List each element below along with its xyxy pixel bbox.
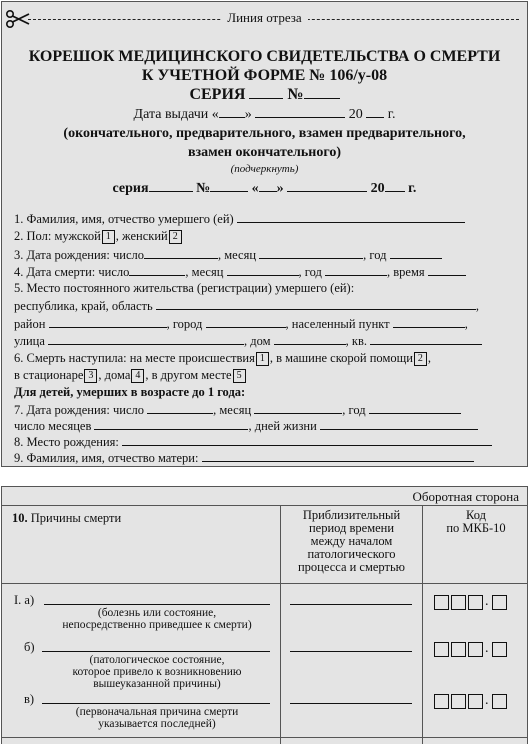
field-2-label: 2. Пол: мужской — [14, 229, 101, 243]
cause-row-c-label: в) — [24, 692, 35, 706]
underline-note: (подчеркнуть) — [230, 163, 299, 175]
cert-series-field[interactable] — [149, 180, 193, 192]
icd-code-header: Код по МКБ-10 — [446, 508, 506, 535]
issue-date-line: Дата выдачи « » 20 г. — [133, 107, 396, 122]
cut-line-label: Линия отреза — [221, 10, 307, 25]
field-3-row: 3. Дата рождения: число , месяц , год — [14, 247, 519, 263]
number-label: № — [287, 86, 304, 103]
certificate-series-row: серия № « » 20 г. — [112, 181, 417, 196]
field-8-row: 8. Место рождения: — [14, 434, 519, 450]
issue-year-field[interactable] — [366, 106, 384, 118]
field-2-row: 2. Пол: мужской 1 , женский 2 — [14, 229, 519, 244]
sex-female-checkbox[interactable]: 2 — [169, 230, 182, 244]
cause-b-field[interactable] — [42, 640, 270, 652]
sex-male-checkbox[interactable]: 1 — [102, 230, 115, 244]
birth-year-field[interactable] — [390, 247, 442, 259]
apartment-field[interactable] — [370, 333, 482, 345]
scissors-icon — [5, 8, 31, 30]
period-c-field[interactable] — [290, 692, 412, 704]
stub-card — [1, 1, 528, 467]
certificate-kind-line1: (окончательного, предварительного, взамен предварительного, — [63, 126, 466, 141]
place-accident-checkbox[interactable]: 1 — [256, 352, 269, 366]
cause-a-field[interactable] — [44, 593, 270, 605]
birth-day-field[interactable] — [144, 247, 218, 259]
place-other-checkbox[interactable]: 5 — [233, 369, 246, 383]
header-divider — [2, 583, 527, 584]
field-1-row — [14, 211, 519, 227]
number-field[interactable] — [304, 87, 340, 99]
issue-day-field[interactable] — [219, 106, 245, 118]
birth-place-field[interactable] — [122, 434, 492, 446]
cause-a-description: (болезнь или состояние, непосредственно приведшее к смерти) — [62, 607, 252, 631]
mother-name-field[interactable] — [202, 450, 474, 462]
cause-row-b-label: б) — [24, 640, 35, 654]
field-1-label: 1. Фамилия, имя, отчество умершего (ей) — [14, 212, 234, 226]
months-of-life-field[interactable] — [94, 418, 248, 430]
period-a-field[interactable] — [290, 593, 412, 605]
cert-number-field[interactable] — [210, 180, 248, 192]
cause-b-description: (патологическое состояние, которое привело к возникновению вышеуказанной причины) — [72, 654, 242, 690]
death-time-field[interactable] — [428, 264, 466, 276]
death-year-field[interactable] — [325, 264, 387, 276]
cert-month-field[interactable] — [287, 180, 367, 192]
causes-header: 10. Причины смерти — [12, 511, 122, 525]
series-label: СЕРИЯ — [189, 86, 246, 103]
divider — [2, 505, 527, 506]
place-ambulance-checkbox[interactable]: 2 — [414, 352, 427, 366]
field-4-row: 4. Дата смерти: число , месяц , год , время — [14, 264, 519, 280]
death-month-field[interactable] — [227, 264, 299, 276]
days-of-life-field[interactable] — [320, 418, 478, 430]
field-9-row: 9. Фамилия, имя, отчество матери: — [14, 450, 519, 466]
reverse-side-label: Оборотная сторона — [412, 489, 519, 504]
birth-month-field[interactable] — [259, 247, 363, 259]
cause-row-a-label: I. а) — [14, 593, 35, 607]
field-5-street-row: улица , дом , кв. — [14, 333, 519, 349]
form-title-line1: КОРЕШОК МЕДИЦИНСКОГО СВИДЕТЕЛЬСТВА О СМЕРТИ — [28, 48, 501, 65]
form-series-line — [2, 86, 527, 104]
cert-day-field[interactable] — [259, 180, 277, 192]
row-divider — [2, 737, 527, 738]
city-field[interactable] — [206, 316, 286, 328]
field-7-row: 7. Дата рождения: число , месяц , год — [14, 402, 519, 418]
field-5-label: 5. Место постоянного жительства (регистрации) умершего (ей): — [14, 281, 355, 295]
field-7-age-row: число месяцев , дней жизни — [14, 418, 519, 434]
deceased-name-field[interactable] — [237, 211, 465, 223]
place-home-checkbox[interactable]: 4 — [131, 369, 144, 383]
death-day-field[interactable] — [129, 264, 185, 276]
child-birth-month-field[interactable] — [254, 402, 342, 414]
cause-c-description: (первоначальная причина смерти указывается последней) — [75, 706, 239, 730]
field-5-district-row: район , город , населенный пункт , — [14, 317, 468, 331]
place-hospital-checkbox[interactable]: 3 — [84, 369, 97, 383]
period-b-field[interactable] — [290, 640, 412, 652]
certificate-kind-line2: взамен окончательного) — [187, 145, 342, 160]
cert-year-field[interactable] — [385, 180, 405, 192]
house-field[interactable] — [274, 333, 346, 345]
children-section-header: Для детей, умерших в возрасте до 1 года: — [14, 385, 246, 399]
issue-month-field[interactable] — [255, 106, 345, 118]
reverse-side-card: Оборотная сторона 10. Причины смерти Приблизительный период времени между началом патологического процесса и смертью Код по МКБ-10 I. а) (болезнь или состояние, непосредственно приведшее к смерти) . б) (патологическое состояние, которое привело к возникновению вышеуказанной причины) . в) (первоначальная причина смерти указывается последней) . — [1, 486, 528, 744]
street-field[interactable] — [48, 333, 244, 345]
series-field[interactable] — [249, 87, 283, 99]
field-6-row2: в стационаре 3 , дома 4 , в другом месте 5 — [14, 368, 519, 383]
child-birth-year-field[interactable] — [369, 402, 461, 414]
form-title-line2: К УЧЕТНОЙ ФОРМЕ № 106/у-08 — [141, 67, 388, 84]
field-6-row: 6. Смерть наступила: на месте происшествия 1 , в машине скорой помощи 2 , — [14, 351, 432, 365]
cause-c-field[interactable] — [42, 692, 270, 704]
issue-date-label: Дата выдачи « — [133, 107, 219, 122]
settlement-field[interactable] — [393, 316, 465, 328]
field-5-region-row: республика, край, область , — [14, 299, 479, 313]
region-field[interactable] — [156, 298, 476, 310]
district-field[interactable] — [49, 316, 167, 328]
column-divider — [422, 505, 423, 744]
period-header: Приблизительный период времени между началом патологического процесса и смертью — [297, 508, 406, 574]
child-birth-day-field[interactable] — [147, 402, 213, 414]
